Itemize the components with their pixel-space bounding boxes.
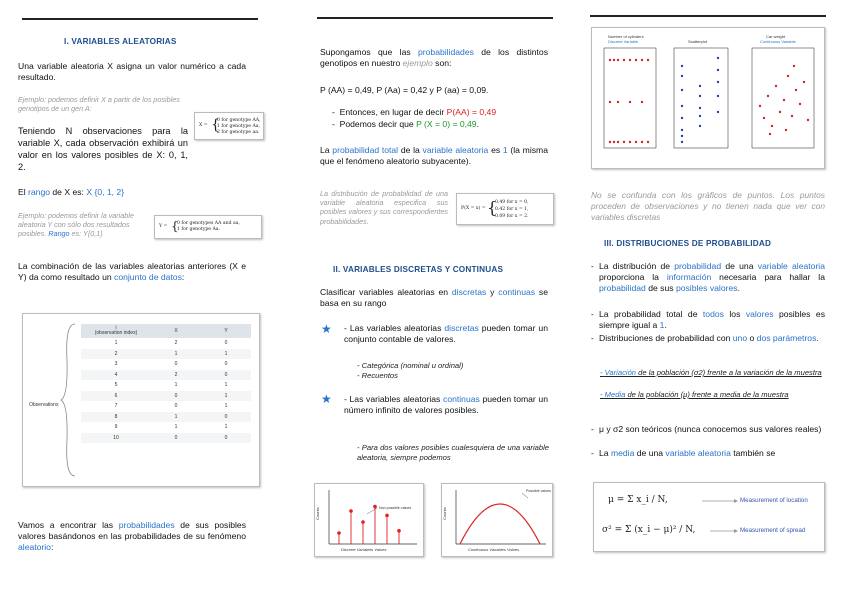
label-location: Measurement of location [740,497,808,504]
disc-link: discretas [444,323,479,333]
scatter2-point [681,129,683,131]
cell-x: 1 [151,412,201,423]
cell-y: 0 [201,433,251,444]
scatter1-point [629,141,631,143]
b2-content [599,309,825,331]
cell-y: 1 [201,391,251,402]
cls-discretas: discretas [451,287,487,297]
table-header-row [81,324,251,338]
tot-one: 1 [502,145,508,155]
formula-x-case-0: 0 for genotype AA, [217,118,261,123]
b5-media: media [610,448,635,458]
b3-b: o [747,333,757,343]
tot-text-c: es [488,145,503,155]
scatter3-point [795,89,797,91]
scatter2-point [717,111,719,113]
table-row [81,401,251,412]
tot-text-a: La [320,145,333,155]
formula-box-y [154,215,262,239]
bullet-mean [591,448,825,459]
dash-6: - [600,368,605,377]
top-rule-col2 [317,17,553,19]
chart-discrete [315,484,423,556]
cell-index: 6 [81,391,151,402]
say-green: P (X = 0) = 0,49 [416,119,477,129]
cell-y: 0 [224,361,228,368]
arrow-spread-head [734,529,738,533]
scatterplots-box [591,27,825,169]
b4-content: μ y σ2 son teóricos (nunca conocemos sus valores reales) [599,424,822,434]
formula-y-brace: { [171,219,179,233]
b1-prob: probabilidad [674,261,722,271]
ex2-rango: Rango [48,229,70,239]
star-icon-discrete: ★ [321,322,332,336]
scatter2-point [681,105,683,107]
formula-box-x [194,112,264,140]
b2-c: posibles es siempre igual a [599,309,825,330]
formula-box-moments [593,482,825,552]
formula-px-case-2: 0.09 for x = 2. [495,214,529,219]
b1-e: de sus [645,283,676,293]
chart1-xlabel: Discrete Variables Values [341,547,387,552]
disc-text-b: pueden tomar un conjunto contable de valores. [344,323,548,344]
dash-5: - [591,333,594,343]
chart1-point [337,531,341,535]
paragraph-discrete [344,323,548,345]
cell-y: 0 [224,340,228,347]
dash-9: - [591,448,594,458]
b5-a: La [599,448,611,458]
chart-continuous-box [441,483,553,557]
star-icon-continuous: ★ [321,392,332,406]
paragraph-continuous [344,394,548,416]
cell-y: 1 [201,349,251,360]
top-rule-col3 [590,15,826,17]
cell-y: 1 [224,424,228,431]
b5-va: variable aleatoria [665,448,731,458]
paragraph-combination [18,261,246,283]
scatter2-point [699,125,701,127]
dataset-table-box [22,313,260,487]
observations-table [81,324,251,443]
b1-b: de una [721,261,758,271]
scatter1-point [613,59,615,61]
cell-x: 0 [174,403,178,410]
b1-va: variable aleatoria [757,261,825,271]
bullet-distribution-info [591,261,825,294]
sup-text-a: Supongamos que las [320,47,418,57]
chart-continuous [442,484,552,556]
scatter2-point [717,57,719,59]
scatter3-point [799,103,801,105]
comb-text-a: La combinación de las variables aleatorias anteriores (X e Y) da como resultado un [18,261,246,282]
scatter3-point [779,111,781,113]
b2-d: . [664,320,667,330]
b1-c: proporciona la [599,272,667,282]
scatter1-point [635,141,637,143]
ex2-text-b: es: Y{0,1} [69,229,103,239]
section-heading-3: III. DISTRIBUCIONES DE PROBABILIDAD [604,239,772,248]
paragraph-range [18,187,246,198]
b3-c: . [816,333,819,343]
disc-text-a: - Las variables aleatorias [344,323,445,333]
find-text-b: de sus posibles valores basándonos en las probabilidades de su fenómeno [18,520,247,541]
note-distribution: La distribución de probabilidad de una variable aleatoria especifica sus posibles valores y sus correspondientes probabilidades. [320,189,448,226]
discrete-sub-2: - Recuentos [357,371,398,380]
conjunto-link: conjunto de datos [114,272,182,282]
cell-x: 2 [174,340,178,347]
sub-variation [600,368,824,378]
formula-sigma: σ² = Σ (x_i − μ)² / N, [602,525,696,535]
scatter1-point [647,59,649,61]
ex2-text-a: Ejemplo: podemos definir la variable aleatoria Y con sólo dos resultados posibles. [18,211,134,239]
cell-index: 4 [81,370,151,381]
inst-red: P(AA) = 0,49 [446,107,497,117]
arrow-location-head [734,499,738,503]
formula-px-brace: { [487,198,498,217]
scatter1-point [629,59,631,61]
scatter1-legend: Discrete Variable [608,39,639,44]
cell-index: 1 [114,340,118,347]
sup-text-c: son: [432,58,452,68]
scatter2-point [699,85,701,87]
cell-y: 1 [224,403,228,410]
b2-todos: todos [702,309,724,319]
cell-index: 2 [81,349,151,360]
tot-pt: probabilidad total [332,145,399,155]
b3-uno: uno [732,333,748,343]
find-text-c: : [50,542,54,552]
sub-mean [600,390,824,400]
scatter2-point [699,107,701,109]
scatter3-point [803,81,805,83]
cell-x: 1 [151,349,201,360]
discrete-sub-1: - Categórica (nominal u ordinal) [357,361,464,370]
b5-content [599,448,825,459]
scatter2-point [717,81,719,83]
scatter2-point [699,95,701,97]
table-row [81,349,251,360]
scatter3-point [767,95,769,97]
b1-a: La distribución de [599,261,675,271]
say-text-a: Podemos decir que [339,119,417,129]
formula-px-lhs: P(X = x) = [461,206,486,211]
cell-x: 1 [174,424,178,431]
formula-x-lhs: X = [199,123,208,128]
scatter1-point [647,141,649,143]
dash-7: - [600,390,605,399]
dash-8: - [591,424,594,434]
cell-y: 0 [201,370,251,381]
b3-content [599,333,825,344]
note-scatter: No se confunda con los gráficos de puntos. Los puntos proceden de observaciones y no tienen nada que ver con variables discretas [591,190,825,222]
scatter1-point [623,141,625,143]
b1-f: . [737,283,740,293]
find-text-a: Vamos a encontrar las [18,520,119,530]
sup-text-b: de los distintos genotipos en nuestro [320,47,548,68]
cell-x: 0 [151,433,201,444]
example-note-y [18,211,150,239]
find-alea-link: aleatorio [18,542,51,552]
formula-x-case-2: 2 for genotype aa. [217,130,260,135]
paragraph-classify [320,287,548,309]
chart-discrete-box [314,483,424,557]
chart1-point [385,514,389,518]
scatter1-point [617,141,619,143]
cell-x: 0 [151,391,201,402]
scatter3-point [785,129,787,131]
scatter3-point [793,65,795,67]
bullet-instead [332,107,552,118]
cont-link: continuas [443,394,480,404]
dash-4: - [591,309,594,319]
scatter1-point [629,101,631,103]
b2-val: valores [745,309,774,319]
b2-one: 1 [659,320,665,330]
bullet-parameters [591,333,825,344]
table-row [81,359,251,370]
scatter1-point [635,59,637,61]
table-row [81,338,251,349]
cell-x: 1 [174,382,178,389]
formula-y-case-0: 0 for genotypes AA and aa, [177,221,240,226]
chart1-point [373,505,377,509]
bullet-total-one [591,309,825,331]
comb-text-b: : [181,272,185,282]
scatter2-point [681,65,683,67]
formula-px-case-1: 0.42 for x = 1, [495,207,529,212]
bullet-theoretical [591,424,825,435]
sub2-b: de la población (μ) frente a media de la muestra [625,390,789,399]
table-row [81,412,251,423]
formula-mu: μ = Σ x_i / N, [608,495,668,505]
formula-box-px [456,193,554,225]
scatter3-point [771,125,773,127]
tot-text-b: de la [398,145,423,155]
scatter3-point [775,85,777,87]
cell-x: 0 [174,361,178,368]
chart2-legend-line [522,493,528,498]
cls-text-e: se basa en su rango [320,287,548,308]
scatter1-point [613,141,615,143]
chart1-point [361,520,365,524]
arrows [594,483,824,551]
b1-pv: posibles valores [675,283,738,293]
scatter1-point [623,59,625,61]
range-text-b: de X es: [50,187,87,197]
table-row [81,370,251,381]
scatter3-point [759,105,761,107]
paragraph-find-probabilities [18,520,246,553]
table-brace [59,320,79,480]
scatter3-point [763,117,765,119]
tot-va: variable aleatoria [422,145,489,155]
scatter1-plot [602,46,658,154]
b1-info: información [666,272,712,282]
table-side-label: Observations [29,402,59,408]
chart1-point [397,529,401,533]
formula-y-lhs: Y = [159,224,168,229]
scatter3-point [791,115,793,117]
scatter1-point [641,59,643,61]
bullet-can-say [332,119,552,130]
example-note-genotypes: Ejemplo: podemos definir X a partir de los posibles genotipos de un gen A: [18,95,180,114]
b1-content [599,261,825,294]
b3-dos: dos parámetros [756,333,817,343]
table-row [81,391,251,402]
sub1-b: de la población (σ2) frente a la variación de la muestra [636,368,822,377]
cls-continuas: continuas [498,287,536,297]
cell-y: 0 [201,412,251,423]
scatter1-point [641,101,643,103]
scatter1-frame [604,48,656,148]
scatter2-point [699,115,701,117]
b5-c: también se [730,448,776,458]
scatter2-title: Scatterplot [688,39,708,44]
scatter1-point [609,101,611,103]
top-rule-col1 [22,18,258,20]
scatter2-point [681,117,683,119]
formula-y-case-1: 1 for genotype Aa. [177,227,220,232]
b1-d: necesaria para hallar la [711,272,825,282]
inst-text-a: Entonces, en lugar de decir [339,107,447,117]
scatter3-point [769,133,771,135]
scatter2-point [681,141,683,143]
sub1-var: Variación [604,368,637,377]
b5-b: de una [634,448,666,458]
scatter3-point [783,99,785,101]
sup-prob: probabilidades [418,47,474,57]
b1-prob2: probabilidad [599,283,646,293]
paragraph-observations: Teniendo N observaciones para la variable X, cada observación exhibirá un valor en los valores posibles de X: 0, 1, 2. [18,126,188,172]
chart2-xlabel: Continuous Variables Values [468,547,520,552]
label-spread: Measurement of spread [740,527,806,534]
dash-3: - [591,261,594,271]
scatter2-point [681,89,683,91]
chart1-point [349,509,353,513]
chart1-legend-pointer [367,508,377,514]
scatter3-point [787,75,789,77]
say-text-b: . [476,119,479,129]
col-header-index: i (observation index) [81,324,151,338]
cell-index: 10 [81,433,151,444]
scatter1-point [641,141,643,143]
col-header-y: Y [201,324,251,338]
chart2-legend: Possible values [526,489,551,493]
table-body [81,338,251,443]
cell-index: 9 [114,424,118,431]
paragraph-total-probability [320,145,548,167]
table-row [81,433,251,444]
chart1-legend: Non possible values [379,506,412,510]
section-heading-2: II. VARIABLES DISCRETAS Y CONTINUAS [333,265,504,274]
find-prob-link: probabilidades [118,520,175,530]
scatter1-point [609,141,611,143]
dash-1: - [332,107,340,117]
range-link: rango [28,187,51,197]
scatter2-plot [672,46,730,154]
cell-index: 5 [114,382,118,389]
tot-text-d: (la misma que el fenómeno aleatorio subyacente). [320,145,548,166]
range-text-a: El [18,187,29,197]
col-header-x: X [151,324,201,338]
chart2-curve [460,504,540,544]
scatter3-title: Car weight [766,34,786,39]
scatter2-point [717,95,719,97]
range-set: X {0, 1, 2} [86,187,125,197]
b3-a: Distribuciones de probabilidad con [599,333,733,343]
cont-text-a: - Las variables aleatorias [344,394,444,404]
cell-y: 1 [224,382,228,389]
scatter1-point [609,59,611,61]
chart1-ylabel: Counts [315,507,320,520]
scatter3-frame [752,48,814,148]
formula-px-case-0: 0.49 for x = 0, [495,200,529,205]
cell-index: 3 [114,361,118,368]
b2-b: los [723,309,746,319]
dash-2: - [332,119,340,129]
scatter2-point [681,75,683,77]
formula-x-case-1: 1 for genotype Aa, [217,124,260,129]
scatter1-point [617,59,619,61]
paragraph-suppose [320,47,548,69]
b2-a: La probabilidad total de [599,309,703,319]
chart2-ylabel: Counts [442,507,447,520]
cell-index: 8 [81,412,151,423]
paragraph-probabilities-values: P (AA) = 0,49, P (Aa) = 0,42 y P (aa) = 0,09. [320,85,489,95]
scatter2-point [681,135,683,137]
cont-text-b: pueden tomar un número infinito de valores posibles. [344,394,548,415]
scatter3-plot [750,46,816,154]
scatter2-point [717,69,719,71]
cls-text-b: y [486,287,499,297]
scatter3-point [807,119,809,121]
sup-ejemplo: ejemplo [402,58,433,68]
cls-text-a: Clasificar variables aleatorias en [320,287,452,297]
scatter3-legend: Continuous Variable [760,39,796,44]
table-row [81,422,251,433]
cell-index: 7 [114,403,118,410]
scatter1-point [617,101,619,103]
continuous-sub: - Para dos valores posibles cualesquiera de una variable aleatoria, siempre podemos [357,443,549,462]
scatter1-title: Number of cylinders [608,34,644,39]
cell-x: 2 [151,370,201,381]
scatter2-frame [674,48,728,148]
paragraph-definition: Una variable aleatoria X asigna un valor numérico a cada resultado. [18,61,246,82]
table-row [81,380,251,391]
sub2-media: Media [604,390,626,399]
formula-x-brace: { [211,117,220,133]
section-heading-1: I. VARIABLES ALEATORIAS [64,37,177,46]
